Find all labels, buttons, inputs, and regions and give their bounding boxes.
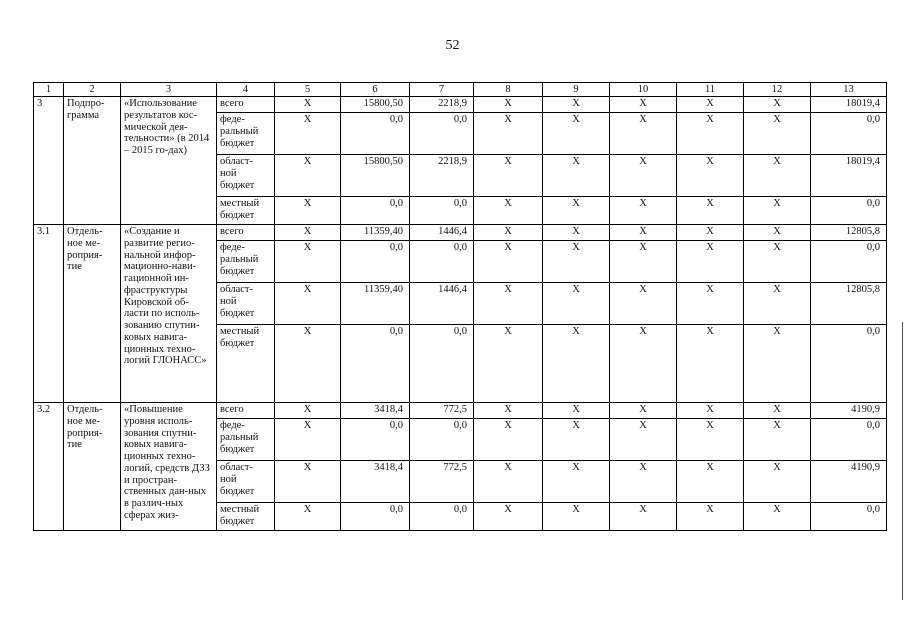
scan-edge-line [902, 322, 903, 600]
value-cell: X [610, 97, 677, 113]
value-cell: X [677, 241, 744, 283]
page-number: 52 [445, 38, 460, 53]
value-cell: X [543, 155, 610, 197]
value-cell: X [275, 225, 341, 241]
value-cell: X [275, 241, 341, 283]
value-cell: X [610, 241, 677, 283]
value-cell: X [543, 197, 610, 225]
column-number-row [34, 83, 887, 97]
value-cell: X [744, 325, 811, 403]
entry-name-cell: «Повышение уровня исполь-зования спутни-ковых навига-ционных техно-логий, средств ДЗЗ и простран-ственных дан-ных в различ-ных сферах жиз- [121, 403, 217, 531]
entry-type-cell: Отдель- ное ме- роприя- тие [64, 225, 121, 403]
value-cell: X [275, 403, 341, 419]
value-cell: X [543, 225, 610, 241]
value-cell: X [474, 503, 543, 531]
value-cell: 1446,4 [410, 225, 474, 241]
value-cell: 0,0 [341, 419, 410, 461]
budget-table [33, 82, 887, 531]
value-cell: X [744, 461, 811, 503]
row-number-cell: 3 [34, 97, 64, 225]
value-cell: 0,0 [341, 241, 410, 283]
value-cell: X [610, 419, 677, 461]
value-cell: X [543, 113, 610, 155]
value-cell: X [677, 197, 744, 225]
value-cell: X [474, 197, 543, 225]
entry-type-cell: Отдель- ное ме- роприя- тие [64, 403, 121, 531]
value-cell: X [744, 225, 811, 241]
value-cell: X [543, 283, 610, 325]
funding-source-cell: всего [217, 225, 275, 241]
value-cell: X [744, 97, 811, 113]
value-cell: X [744, 241, 811, 283]
value-cell: 0,0 [811, 503, 887, 531]
value-cell: X [275, 503, 341, 531]
column-header: 4 [217, 83, 275, 97]
entry-name-cell: «Создание и развитие регио-нальной инфор-мационно-нави-гационной ин-фраструктуры Кировской об-ласти по исполь-зованию спутни-ковых навига-ционных техно-логий ГЛОНАСС» [121, 225, 217, 403]
value-cell: X [677, 97, 744, 113]
value-cell: X [275, 113, 341, 155]
value-cell: X [610, 197, 677, 225]
column-header: 13 [811, 83, 887, 97]
entry-type-cell: Подпро- грамма [64, 97, 121, 225]
value-cell: X [275, 461, 341, 503]
value-cell: X [744, 113, 811, 155]
value-cell: 2218,9 [410, 97, 474, 113]
value-cell: X [744, 419, 811, 461]
value-cell: 3418,4 [341, 461, 410, 503]
value-cell: X [474, 225, 543, 241]
value-cell: 18019,4 [811, 155, 887, 197]
value-cell: X [610, 403, 677, 419]
value-cell: X [610, 461, 677, 503]
value-cell: X [543, 403, 610, 419]
funding-source-cell: област- ной бюджет [217, 155, 275, 197]
value-cell: 15800,50 [341, 155, 410, 197]
value-cell: 0,0 [341, 325, 410, 403]
value-cell: X [474, 113, 543, 155]
value-cell: 0,0 [811, 113, 887, 155]
value-cell: 4190,9 [811, 403, 887, 419]
value-cell: X [543, 241, 610, 283]
value-cell: 0,0 [410, 197, 474, 225]
value-cell: X [610, 503, 677, 531]
value-cell: 0,0 [410, 503, 474, 531]
value-cell: X [744, 403, 811, 419]
value-cell: 18019,4 [811, 97, 887, 113]
value-cell: X [677, 325, 744, 403]
value-cell: X [474, 419, 543, 461]
value-cell: X [744, 283, 811, 325]
value-cell: X [610, 283, 677, 325]
value-cell: X [677, 419, 744, 461]
value-cell: X [275, 283, 341, 325]
value-cell: X [677, 503, 744, 531]
value-cell: X [677, 283, 744, 325]
value-cell: X [677, 225, 744, 241]
value-cell: X [543, 325, 610, 403]
column-header: 7 [410, 83, 474, 97]
column-header: 2 [64, 83, 121, 97]
entry-name-cell: «Использование результатов кос-мической дея-тельности» (в 2014 – 2015 го-дах) [121, 97, 217, 225]
column-header: 5 [275, 83, 341, 97]
table-row [34, 225, 887, 241]
value-cell: 12805,8 [811, 225, 887, 241]
value-cell: X [677, 461, 744, 503]
value-cell: 11359,40 [341, 283, 410, 325]
value-cell: X [610, 325, 677, 403]
value-cell: X [744, 503, 811, 531]
value-cell: X [543, 97, 610, 113]
value-cell: 0,0 [410, 241, 474, 283]
value-cell: X [744, 197, 811, 225]
value-cell: X [474, 325, 543, 403]
value-cell: 0,0 [811, 419, 887, 461]
funding-source-cell: феде- ральный бюджет [217, 419, 275, 461]
column-header: 12 [744, 83, 811, 97]
value-cell: X [543, 461, 610, 503]
funding-source-cell: местный бюджет [217, 503, 275, 531]
value-cell: X [677, 403, 744, 419]
table-row [34, 403, 887, 419]
value-cell: 772,5 [410, 461, 474, 503]
funding-source-cell: местный бюджет [217, 325, 275, 403]
value-cell: X [474, 241, 543, 283]
column-header: 9 [543, 83, 610, 97]
value-cell: 2218,9 [410, 155, 474, 197]
value-cell: X [677, 155, 744, 197]
value-cell: 0,0 [811, 241, 887, 283]
value-cell: X [610, 225, 677, 241]
value-cell: X [543, 419, 610, 461]
value-cell: 1446,4 [410, 283, 474, 325]
value-cell: 0,0 [811, 197, 887, 225]
value-cell: X [474, 283, 543, 325]
value-cell: X [474, 403, 543, 419]
funding-source-cell: феде- ральный бюджет [217, 241, 275, 283]
column-header: 11 [677, 83, 744, 97]
value-cell: X [677, 113, 744, 155]
value-cell: X [275, 97, 341, 113]
funding-source-cell: местный бюджет [217, 197, 275, 225]
column-header: 10 [610, 83, 677, 97]
column-header: 1 [34, 83, 64, 97]
row-number-cell: 3.1 [34, 225, 64, 403]
value-cell: X [610, 113, 677, 155]
funding-source-cell: област- ной бюджет [217, 461, 275, 503]
value-cell: 11359,40 [341, 225, 410, 241]
value-cell: X [474, 97, 543, 113]
value-cell: X [275, 155, 341, 197]
value-cell: X [744, 155, 811, 197]
value-cell: 12805,8 [811, 283, 887, 325]
value-cell: 0,0 [410, 113, 474, 155]
value-cell: 15800,50 [341, 97, 410, 113]
value-cell: 0,0 [410, 419, 474, 461]
value-cell: X [474, 461, 543, 503]
value-cell: X [543, 503, 610, 531]
value-cell: 4190,9 [811, 461, 887, 503]
column-header: 3 [121, 83, 217, 97]
row-number-cell: 3.2 [34, 403, 64, 531]
funding-source-cell: феде- ральный бюджет [217, 113, 275, 155]
value-cell: 772,5 [410, 403, 474, 419]
value-cell: X [275, 419, 341, 461]
table-row [34, 97, 887, 113]
value-cell: 0,0 [341, 113, 410, 155]
funding-source-cell: област- ной бюджет [217, 283, 275, 325]
column-header: 8 [474, 83, 543, 97]
column-header: 6 [341, 83, 410, 97]
funding-source-cell: всего [217, 97, 275, 113]
value-cell: 3418,4 [341, 403, 410, 419]
value-cell: X [275, 197, 341, 225]
value-cell: X [474, 155, 543, 197]
value-cell: 0,0 [410, 325, 474, 403]
value-cell: 0,0 [341, 503, 410, 531]
value-cell: 0,0 [341, 197, 410, 225]
value-cell: 0,0 [811, 325, 887, 403]
value-cell: X [275, 325, 341, 403]
value-cell: X [610, 155, 677, 197]
funding-source-cell: всего [217, 403, 275, 419]
